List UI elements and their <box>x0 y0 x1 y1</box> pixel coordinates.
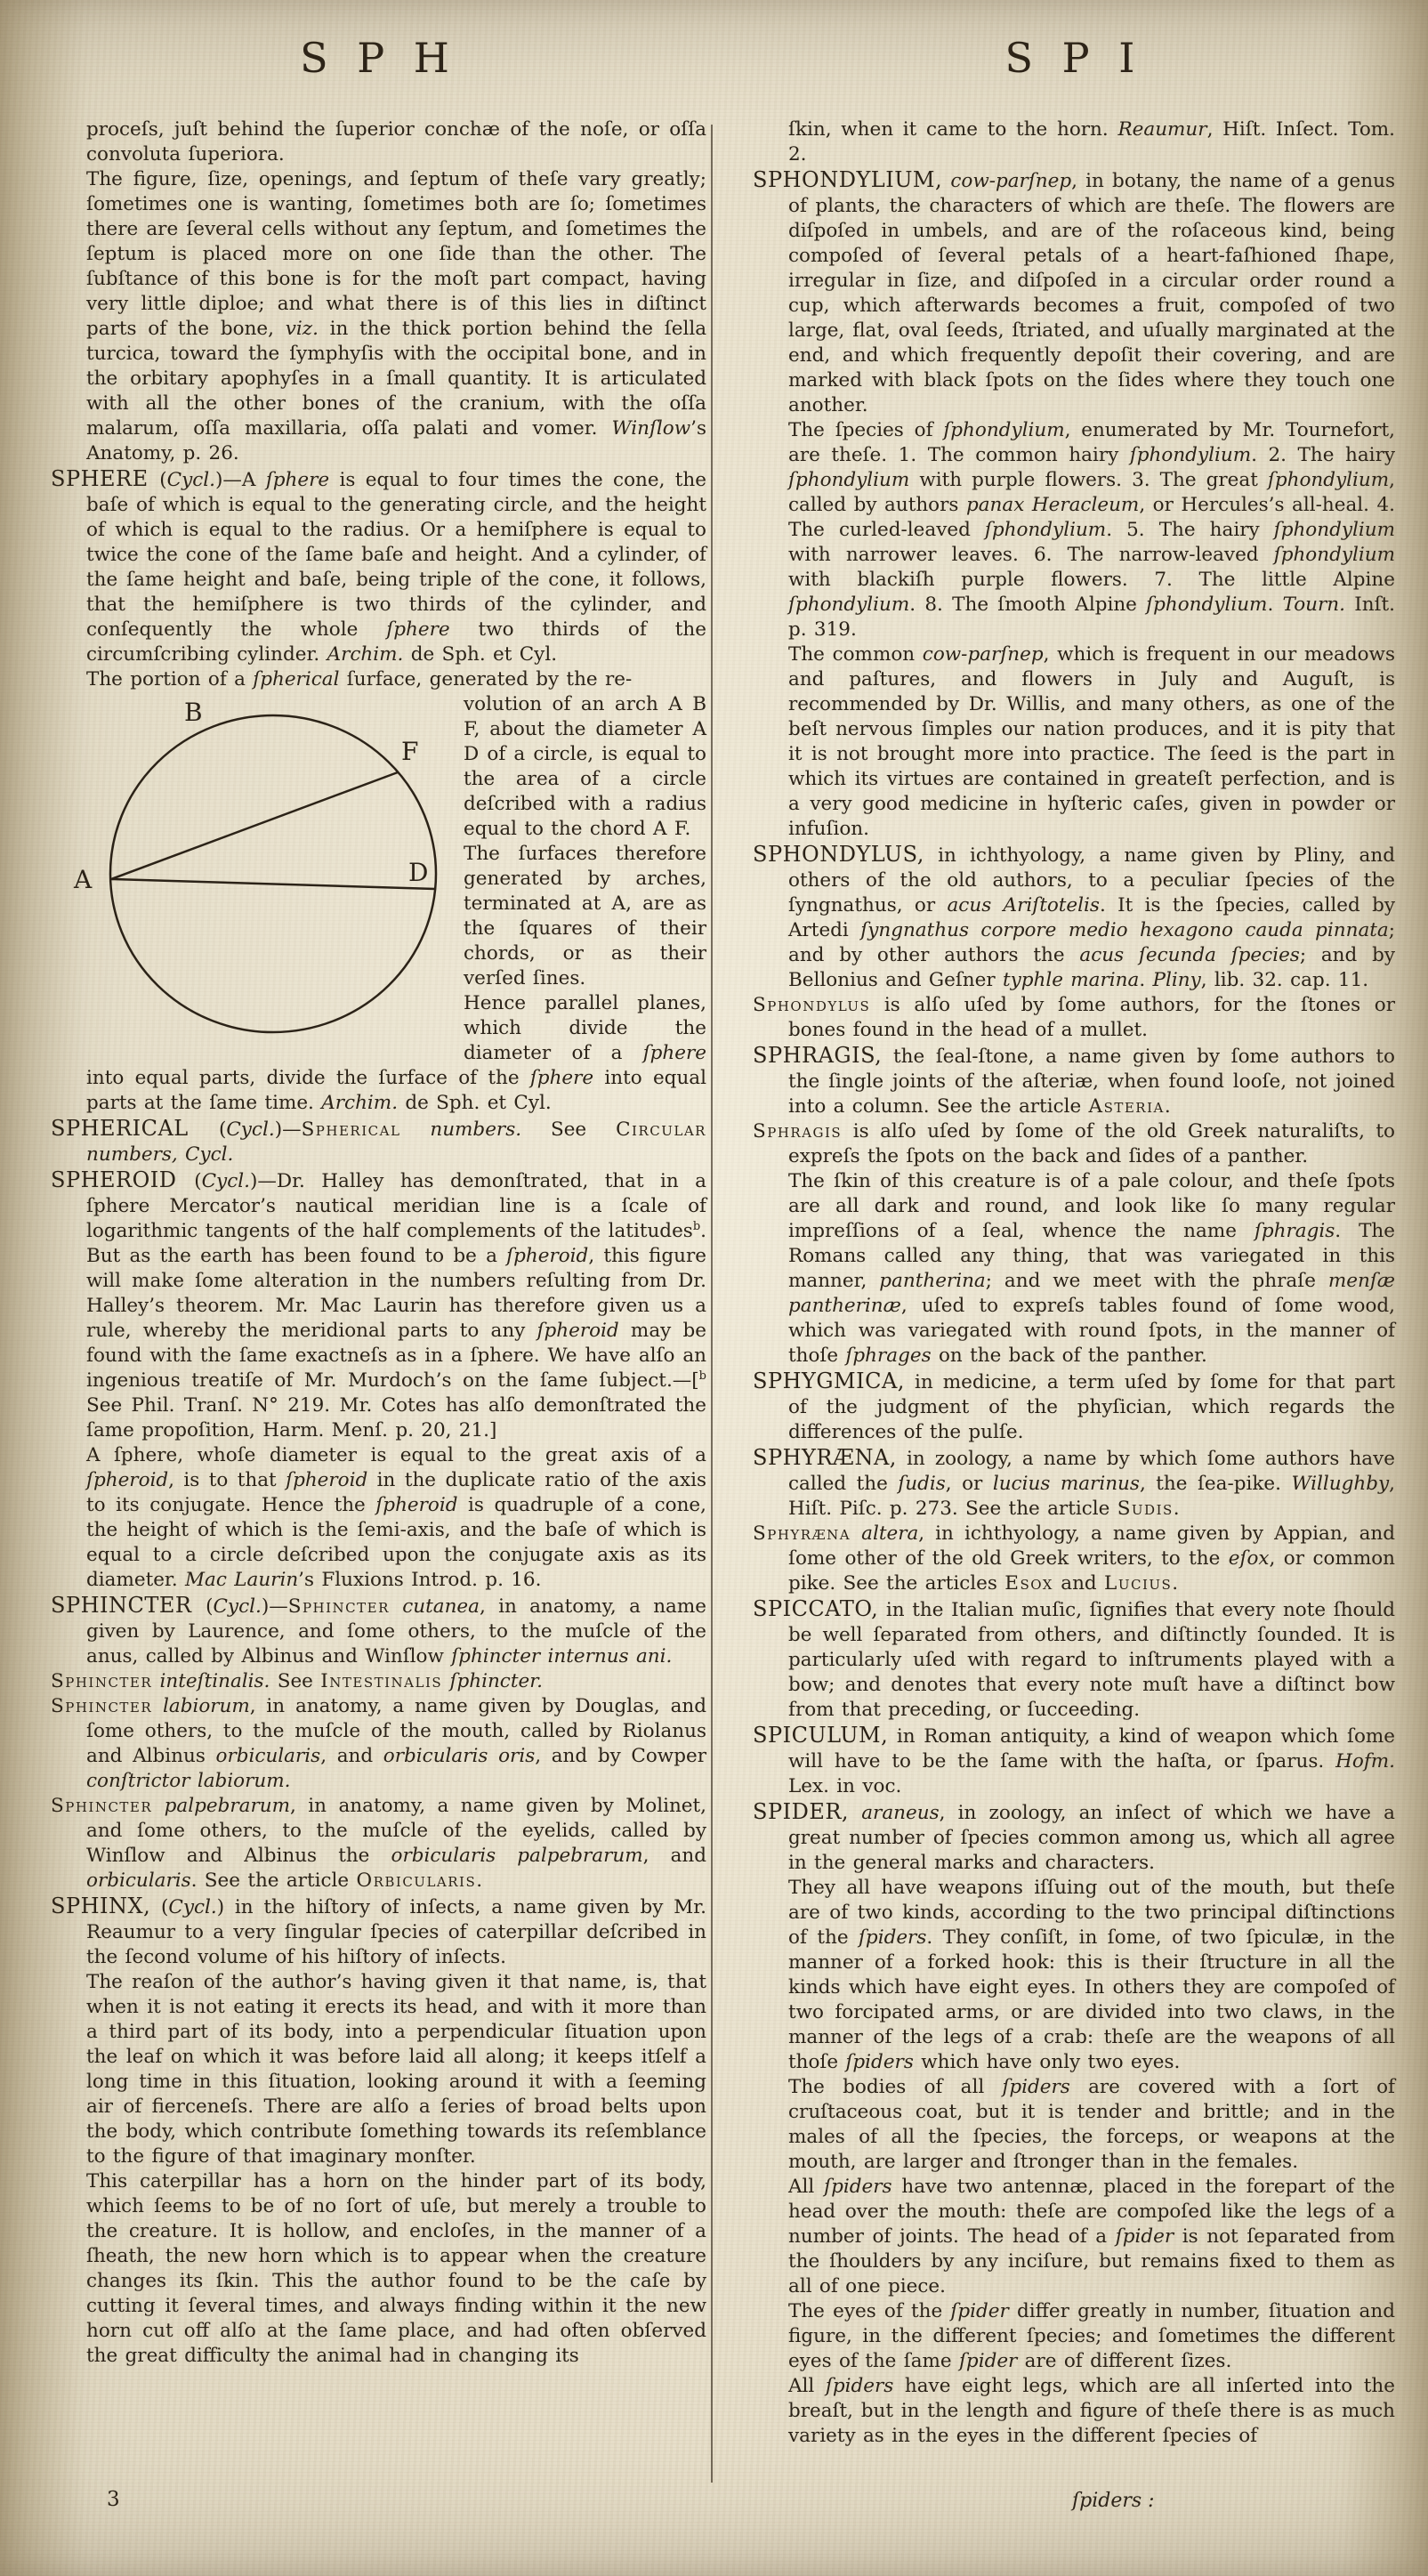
text-segment: ſphere <box>529 1067 594 1089</box>
text-segment: conſtrictor labiorum. <box>86 1770 291 1792</box>
text-segment: Cycl. <box>166 469 216 491</box>
text-segment: ſpheroid <box>86 1469 169 1491</box>
diameter-ad-line <box>111 879 435 889</box>
text-segment: , and by Cowper <box>535 1745 706 1767</box>
text-segment: ; and we meet with the phraſe <box>985 1270 1328 1292</box>
text-segment: b <box>698 1369 706 1383</box>
text-segment: , is to that <box>168 1469 286 1491</box>
text-segment: . The Romans called any thing, that was variegated in this manner, <box>788 1220 1395 1292</box>
text-segment: Inſt. p. 319. <box>788 594 1396 641</box>
para-panther-skin <box>753 1169 1395 1369</box>
text-segment: . <box>476 1869 483 1892</box>
text-segment: Circular <box>616 1118 706 1141</box>
entry-sphyraena <box>753 1445 1395 1522</box>
text-segment: Archim. <box>327 643 404 666</box>
text-segment: ſpherical <box>253 668 340 690</box>
text-segment: )—A <box>215 469 266 491</box>
entry-spiccato <box>753 1596 1395 1723</box>
text-segment: Intestinalis <box>320 1670 443 1692</box>
entry-spherical <box>51 1116 706 1167</box>
text-segment: ( <box>150 1896 169 1918</box>
entry-sphincter-labiorum <box>51 1694 706 1794</box>
text-segment: araneus <box>861 1802 940 1824</box>
text-segment: , and <box>320 1745 383 1767</box>
text-segment: ſpider <box>950 2300 1009 2322</box>
text-segment: , in ichthyology, a name given by Appian, and ſome other of the old Greek writers, to the <box>788 1522 1396 1570</box>
text-segment: Sphyræna <box>753 1522 851 1545</box>
headword: SPHYGMICA, <box>753 1369 905 1393</box>
text-segment: ſpheroid <box>286 1469 368 1491</box>
text-segment: . <box>1172 1572 1179 1595</box>
text-segment: lucius marinus <box>992 1473 1140 1495</box>
text-segment: inteſtinalis. <box>159 1670 270 1692</box>
headword: SPHERE <box>51 466 160 491</box>
entry-sphondylium <box>753 167 1395 418</box>
text-segment: . It is the ſpecies, called by Artedi <box>788 894 1395 941</box>
text-segment: is not ſeparated from the ſhoulders by any inciſure, but remains fixed to them as all of one piece. <box>788 2225 1395 2297</box>
text-segment: See Phil. Tranſ. N° 219. Mr. Cotes has alſo demonſtrated the ſame propoſition, Harm. Menſ. p. 20, 21.] <box>86 1394 706 1441</box>
text-segment: cow-parſnep <box>922 643 1044 666</box>
text-segment: ſpiders <box>825 2375 894 2397</box>
text-segment: , the ſea-pike. <box>1139 1473 1292 1495</box>
para-spider-legs <box>753 2374 1395 2449</box>
text-segment: Sphincter <box>51 1695 153 1717</box>
text-segment: , uſed to expreſs tables found of ſome wood, which was variegated with round ſpots, in the manner of thoſe <box>788 1295 1395 1367</box>
label-a: A <box>74 865 93 894</box>
text-segment: into equal parts, divide the ſurface of the <box>86 1067 530 1089</box>
para-spherical-surface-lead <box>51 667 706 692</box>
right-column <box>753 117 1395 2449</box>
text-segment: cutanea <box>402 1595 480 1618</box>
para-spider-weapons <box>753 1876 1395 2075</box>
entry-sphincter-intestinalis <box>51 1669 706 1694</box>
text-segment: All <box>788 2375 826 2397</box>
text-segment: The common <box>788 643 923 666</box>
text-segment: in the duplicate ratio of the axis to its conjugate. Hence the <box>86 1469 706 1516</box>
text-segment: eſox <box>1228 1547 1270 1570</box>
text-segment <box>152 1695 163 1717</box>
text-segment: , in anatomy, a name given by Douglas, and ſome others, to the muſcle of the mouth, called by Riolanus and Albinus <box>86 1695 706 1767</box>
text-segment: into equal parts at the ſame time. <box>86 1067 706 1114</box>
headword: SPHINCTER <box>51 1593 206 1618</box>
text-segment: which have only two eyes. <box>913 2051 1181 2073</box>
text-segment: , Hiſt. Inſect. Tom. 2. <box>788 118 1395 166</box>
text-segment: labiorum <box>163 1695 250 1717</box>
text-segment: Sphragis <box>753 1120 843 1143</box>
text-segment: , called by authors <box>788 469 1395 516</box>
chord-af-line <box>111 772 398 879</box>
text-segment: The figure, ſize, openings, and ſeptum of theſe vary greatly; ſometimes one is wanting, ſometimes both are ſo; ſometimes there are ſeveral cells without any ſeptum, and ſometimes the ſeptum is placed more on one ſide than the other. The ſubſtance of this bone is for the moſt part compact, having very little diploe; and what there is of this lies in diſtinct parts of the bone, <box>86 168 706 340</box>
text-segment: ’s Anatomy, p. 26. <box>86 417 706 464</box>
headword: SPIDER, <box>753 1799 850 1824</box>
text-segment: , and <box>642 1845 706 1867</box>
text-segment: , in zoology, an inſect of which we have a great number of ſpecies common among us, which all agree in the general marks and characters. <box>788 1802 1395 1874</box>
text-segment: Hofm. <box>1335 1750 1395 1773</box>
text-segment: menſæ pantherinæ <box>788 1270 1395 1317</box>
text-segment: in medicine, a term uſed by ſome for that part of the judgment of the phyſician, which regards the differences of the pulſe. <box>788 1371 1395 1443</box>
text-segment: in zoology, a name by which ſome authors have called the <box>788 1448 1395 1495</box>
text-segment <box>942 170 950 192</box>
text-segment: ſphondylium <box>1146 594 1268 616</box>
text-segment: de Sph. et Cyl. <box>398 1092 552 1114</box>
text-segment: ſphondylium <box>1267 469 1390 491</box>
text-segment: on the back of the panther. <box>931 1345 1207 1367</box>
text-segment: . <box>1173 1498 1180 1520</box>
text-segment: ’s Fluxions Introd. p. 16. <box>298 1569 542 1591</box>
text-segment: A ſphere, whoſe diameter is equal to the great axis of a <box>86 1444 706 1466</box>
text-segment: Lucius <box>1104 1572 1173 1595</box>
entry-sphere <box>51 466 706 667</box>
text-segment: cow-parſnep <box>950 170 1072 192</box>
text-segment: , or Hercules’s all-heal. 4. The curled-leaved <box>788 494 1396 541</box>
text-segment: ſpider <box>958 2350 1018 2372</box>
text-segment: )— <box>261 1595 288 1618</box>
text-segment: The eyes of the <box>788 2300 951 2322</box>
text-segment: acus ſecunda ſpecies <box>1079 944 1300 966</box>
text-segment: ſphondylium <box>1129 444 1252 466</box>
text-segment: , this figure will make ſome alteration in the numbers reſulting from Dr. Halley’s theorem. Mr. Mac Laurin has therefore given us a rule, whereby the meridional parts to any <box>86 1245 706 1342</box>
text-segment: ſphincter. <box>449 1670 543 1692</box>
text-segment <box>152 1670 159 1692</box>
text-segment: in Roman antiquity, a kind of weapon which ſome will have to be the ſame with the haſta, or ſparus. <box>788 1725 1395 1773</box>
catchword: ſpiders : <box>1072 2490 1155 2512</box>
text-segment <box>152 1795 164 1817</box>
text-segment: ſudis <box>898 1473 946 1495</box>
sphere-circle-diagram <box>51 696 451 1045</box>
text-segment: two thirds of the circumſcribing cylinder. <box>86 618 706 666</box>
text-segment: ſkin, when it came to the horn. <box>788 118 1118 141</box>
text-segment: ſpheroid <box>506 1245 589 1267</box>
para-sphinx-horn <box>51 2169 706 2369</box>
text-segment: . 2. The hairy <box>1251 444 1395 466</box>
text-segment: Cycl. <box>226 1118 275 1141</box>
text-segment: Sphincter <box>287 1595 390 1618</box>
text-segment: orbicularis <box>215 1745 321 1767</box>
label-f: F <box>401 737 419 766</box>
entry-sphincter-palpebrarum <box>51 1794 706 1894</box>
text-segment: See <box>270 1670 321 1692</box>
headword: SPHERICAL <box>51 1116 219 1141</box>
text-segment: ) in the hiſtory of inſects, a name given by Mr. Reaumur to a very ſingular ſpecies of caterpillar deſcribed in the ſecond volume of his hiſtory of inſects. <box>86 1896 706 1968</box>
para-sphere-axis <box>51 1443 706 1593</box>
text-segment: is alſo uſed by ſome authors, for the ſtones or bones found in the head of a mullet. <box>788 994 1395 1041</box>
text-segment: proceſs, juſt behind the ſuperior conchæ of the noſe, or oſſa convoluta ſuperiora. <box>86 118 706 166</box>
text-segment: and <box>1053 1572 1105 1595</box>
text-segment: is alſo uſed by ſome of the old Greek naturaliſts, to expreſs the ſpots on the back and ſides of a panther. <box>788 1120 1395 1167</box>
text-segment: ſphondylium <box>984 519 1107 541</box>
text-segment: Esox <box>1004 1572 1053 1595</box>
text-segment: ſpheroid <box>375 1494 458 1516</box>
para-cow-parsnep <box>753 642 1395 842</box>
text-segment: ſphondylium <box>788 594 910 616</box>
text-segment: They all have weapons iſſuing out of the mouth, but theſe are of two kinds, according to the two principal diſtinctions of the <box>788 1877 1395 1949</box>
text-segment: Willughby <box>1291 1473 1390 1495</box>
headword: SPHEROID <box>51 1167 195 1192</box>
headword: SPHONDYLIUM, <box>753 167 943 192</box>
text-segment: volution of an arch A B F, about the diameter A D of a circle, is equal to the area of a circle deſcribed with a radius equal to the chord A F. <box>464 693 706 840</box>
text-segment: Cycl. <box>201 1170 250 1192</box>
entry-sphinx <box>51 1894 706 1970</box>
text-segment: This caterpillar has a horn on the hinder part of its body, which ſeems to be of no ſort of uſe, but merely a trouble to the creature. It is hollow, and encloſes, in the manner of a ſheath, the new horn which is to appear when the creature changes its ſkin. This the author found to be the caſe by cutting it ſeveral times, and always finding within it the new horn cut off alſo at the ſame place, and had often obſerved the great difficulty the animal had in changing its <box>86 2170 706 2367</box>
circle-outline <box>110 715 436 1032</box>
text-segment <box>851 1522 861 1545</box>
text-segment: palpebrarum <box>164 1795 290 1817</box>
text-segment <box>849 1802 861 1824</box>
text-segment: . 5. The hairy <box>1106 519 1274 541</box>
text-segment: in the thick portion behind the ſella turcica, toward the ſymphyſis with the occipital bone, and in the orbitary apophyſes in a ſmall quantity. It is articulated with all the other bones of the cranium, with the oſſa malarum, oſſa maxillaria, oſſa palati and vomer. <box>86 318 707 440</box>
entry-sphondylus <box>753 842 1395 993</box>
page-header-right: S P I <box>1004 34 1143 82</box>
text-segment: ( <box>206 1595 214 1618</box>
text-segment: have eight legs, which are all inſerted into the breaſt, but in the length and figure of theſe there is as much variety as in the eyes in the different ſpecies of <box>788 2375 1395 2447</box>
text-segment: altera <box>861 1522 919 1545</box>
text-segment: Lex. in voc. <box>788 1775 902 1797</box>
text-segment: )—Dr. Halley has demonſtrated, that in a ſphere Mercator’s nautical meridian line is a ſcale of logarithmic tangents of the half complements of the latitudes <box>86 1170 706 1242</box>
text-segment: . See the article <box>190 1869 357 1892</box>
text-segment: , or <box>945 1473 993 1495</box>
entry-sphincter <box>51 1593 706 1669</box>
text-segment: , lib. 32. cap. 11. <box>1200 969 1369 991</box>
text-segment: ſpiders <box>824 2176 892 2198</box>
text-segment: ſpiders <box>1002 2076 1070 2098</box>
entry-sphygmica <box>753 1369 1395 1445</box>
left-column <box>51 117 706 2369</box>
text-segment: the ſeal-ſtone, a name given by ſome authors to the ſingle joints of the aſteriæ, when found looſe, not joined into a column. See the article <box>788 1046 1395 1118</box>
text-segment: differ greatly in number, ſituation and figure, in the different ſpecies; and ſometimes the different eyes of the ſame <box>788 2300 1395 2372</box>
text-segment: ; and by Bellonius and Geſner <box>788 944 1396 991</box>
text-segment: The ſurfaces therefore generated by arches, terminated at A, are as the ſquares of their chords, or as their verſed ſines. <box>464 843 706 989</box>
text-segment <box>390 1595 402 1618</box>
text-segment: The ſkin of this creature is of a pale colour, and theſe ſpots are all dark and round, and look like ſo many regular impreſſions of a ſeal, whence the name <box>788 1170 1395 1242</box>
text-segment: ſphere <box>386 618 450 641</box>
text-segment: ſphere <box>642 1042 706 1064</box>
text-segment: ſphondylium <box>1273 519 1395 541</box>
text-segment: viz. <box>285 318 319 340</box>
text-segment: , or common pike. See the articles <box>788 1547 1396 1595</box>
text-segment: Orbicularis <box>356 1869 477 1892</box>
text-segment: ; and by other authors the <box>788 919 1395 966</box>
text-segment: The ſpecies of <box>788 419 944 441</box>
text-segment: Sudis <box>1117 1498 1174 1520</box>
text-segment: The bodies of all <box>788 2076 1003 2098</box>
headword: SPHYRÆNA, <box>753 1445 897 1470</box>
entry-spiculum <box>753 1723 1395 1799</box>
text-segment: ſphrages <box>845 1345 932 1367</box>
para-continuation-right <box>753 117 1395 167</box>
text-segment: ( <box>218 1118 227 1141</box>
text-segment: Sphondylus <box>753 994 871 1016</box>
text-segment: numbers. <box>430 1118 522 1141</box>
text-segment: have two antennæ, placed in the forepart of the head over the mouth: theſe are compoſed like the legs of a number of joints. The head of a <box>788 2176 1395 2248</box>
entry-sphragis-spots <box>753 1119 1395 1169</box>
text-segment: . <box>1267 594 1283 616</box>
text-segment: )— <box>274 1118 302 1141</box>
text-segment: orbicularis oris <box>383 1745 536 1767</box>
para-spider-antennae <box>753 2175 1395 2299</box>
text-segment: Sphincter <box>51 1795 153 1817</box>
signature-mark: 3 <box>107 2488 120 2511</box>
text-segment: ſpider <box>1115 2225 1174 2248</box>
headword: SPHONDYLUS, <box>753 842 924 867</box>
text-segment: , in anatomy, a name given by Laurence, and ſome others, to the muſcle of the anus, called by Albinus and Winſlow <box>86 1595 706 1668</box>
text-segment: with purple flowers. 3. The great <box>909 469 1268 491</box>
text-segment: in the Italian muſic, ſignifies that every note ſhould be well ſeparated from others, and diſtinctly ſounded. It is particularly uſed with regard to inſtruments played with a bow; and denotes that every note muſt have a diſtinct bow from that preceding, or ſucceeding. <box>788 1599 1395 1721</box>
text-segment: typhle marina <box>1002 969 1140 991</box>
para-sphondylium-species <box>753 418 1395 642</box>
text-segment: ſphragis <box>1254 1220 1335 1242</box>
text-segment: . <box>1164 1095 1171 1118</box>
text-segment: . <box>1139 969 1153 991</box>
text-segment: All <box>788 2176 825 2198</box>
text-segment: ſphincter internus ani. <box>451 1645 673 1668</box>
text-segment: , enumerated by Mr. Tournefort, are theſe. 1. The common hairy <box>788 419 1396 466</box>
label-b: B <box>184 698 203 727</box>
text-segment: Cycl. <box>168 1896 217 1918</box>
entry-sphyraena-altera <box>753 1522 1395 1596</box>
text-segment <box>442 1670 449 1692</box>
text-segment: with blackiſh purple flowers. 7. The little Alpine <box>788 569 1395 591</box>
text-segment: , in botany, the name of a genus of plants, the characters of which are theſe. The flowers are diſpoſed in umbels, and are of the roſaceous kind, being compoſed of ſeveral petals of a heart-faſhioned ſhape, irregular in ſize, and diſpoſed in a circular order round a cup, which afterwards becomes a fruit, compoſed of two large, flat, oval ſeeds, ſtriated, and uſually marginated at the end, and which frequently depoſit their covering, and are marked with black ſpots on the ſides where they touch one another. <box>788 170 1395 416</box>
text-segment: ſyngnathus corpore medio hexagono cauda pinnata <box>860 919 1389 941</box>
label-d: D <box>408 858 429 887</box>
text-segment: in ichthyology, a name given by Pliny, and others of the old authors, to a peculiar ſpecies of the ſyngnathus, or <box>788 844 1395 917</box>
text-segment: Winſlow <box>611 417 691 440</box>
text-segment: , in anatomy, a name given by Molinet, and ſome others, to the muſcle of the eyelids, called by Winſlow and Albinus the <box>86 1795 706 1867</box>
text-segment: ſpiders <box>845 2051 914 2073</box>
text-segment: Mac Laurin <box>185 1569 299 1591</box>
entry-spider <box>753 1799 1395 1876</box>
text-segment: ſphondylium <box>788 469 910 491</box>
text-segment: panax Heracleum <box>965 494 1140 516</box>
text-segment: numbers, Cycl. <box>86 1143 234 1166</box>
text-segment: Archim. <box>321 1092 399 1114</box>
text-segment: . 8. The ſmooth Alpine <box>909 594 1147 616</box>
text-segment: The reaſon of the author’s having given it that name, is, that when it is not eating it erects its head, and with it more than a third part of its body, into a perpendicular ſituation upon the leaf on which it was before laid all along; it keeps itſelf a long time in this ſituation, looking around it with a ſeeming air of fierceneſs. There are alſo a ſeries of broad belts upon the body, which contribute ſomething towards its reſemblance to the figure of that imaginary monſter. <box>86 1971 706 2168</box>
text-segment: ſurface, generated by the re- <box>339 668 633 690</box>
text-segment: ſphere <box>265 469 330 491</box>
headword: SPICULUM, <box>753 1723 889 1748</box>
text-segment: are of different ſizes. <box>1017 2350 1232 2372</box>
text-segment: pantherina <box>879 1270 986 1292</box>
text-segment: The portion of a <box>86 668 254 690</box>
text-segment: Cycl. <box>213 1595 262 1618</box>
para-spider-bodies <box>753 2075 1395 2175</box>
text-segment: is equal to four times the cone, the baſe of which is equal to the generating circle, and the height of which is equal to the radius. Or a hemiſphere is equal to twice the cone of the ſame baſe and height. And a cylinder, of the ſame height and baſe, being triple of the cone, it follows, that the hemiſphere is two thirds of the cylinder, and conſequently the whole <box>86 469 706 641</box>
text-segment: ( <box>159 469 167 491</box>
text-segment: Pliny <box>1152 969 1201 991</box>
text-segment: Hence parallel planes, which divide the diameter of a <box>464 992 706 1064</box>
headword: SPHINX, <box>51 1894 151 1918</box>
text-segment: are covered with a ſort of cruſtaceous coat, but it is tender and brittle; and in the males of all the ſpecies, the forceps, or weapons at the mouth, are larger and ſtronger than in the females. <box>788 2076 1396 2173</box>
text-segment: ſphondylium <box>1273 544 1395 566</box>
text-segment: See <box>521 1118 617 1141</box>
text-segment: , which is frequent in our meadows and paſtures, and flowers in July and Auguſt, is recommended by Dr. Willis, and many others, as one of the beſt nervous ſimples our nation produces, and it is pity that it is not brought more into practice. The ſeed is the part in which its virtues are contained in greateſt perfection, and is a very good medicine in hyſteric caſes, given in powder or infuſion. <box>788 643 1395 840</box>
column-divider <box>711 125 713 2483</box>
circle-diagram-svg <box>51 696 451 1045</box>
text-segment: , Hiſt. Piſc. p. 273. See the article <box>788 1473 1395 1520</box>
text-segment: . They conſiſt, in ſome, of two ſpiculæ, in the manner of a forked hook: this is their ſtructure in all the kinds which have eight eyes. In others they are compoſed of two forcipated arms, or are divided into two claws, in the manner of the legs of a crab: theſe are the weapons of all thoſe <box>788 1926 1395 2073</box>
headword: SPHRAGIS, <box>753 1043 883 1068</box>
text-segment: ( <box>194 1170 202 1192</box>
entry-sphondylus-stones <box>753 993 1395 1043</box>
entry-sphragis <box>753 1043 1395 1119</box>
text-segment: ſpiders <box>858 1926 927 1949</box>
text-segment: ſphondylium <box>943 419 1065 441</box>
page-header-left: S P H <box>300 34 457 82</box>
text-segment: de Sph. et Cyl. <box>403 643 558 666</box>
text-segment <box>400 1118 430 1141</box>
para-figure-size <box>51 167 706 466</box>
text-segment: Asteria <box>1088 1095 1165 1118</box>
text-segment: ſpheroid <box>537 1320 619 1342</box>
text-segment: Spherical <box>301 1118 401 1141</box>
text-segment: is quadruple of a cone, the height of which is the ſemi-axis, and the baſe of which is equal to a circle deſcribed upon the conjugate axis as its diameter. <box>86 1494 706 1591</box>
text-segment: b <box>692 1219 701 1233</box>
text-segment: acus Ariſtotelis <box>947 894 1100 917</box>
para-sphinx-reason <box>51 1970 706 2169</box>
text-segment: Sphincter <box>51 1670 153 1692</box>
para-spider-eyes <box>753 2299 1395 2374</box>
para-continuation <box>51 117 706 167</box>
text-segment: Tourn. <box>1282 594 1345 616</box>
text-segment: Reaumur <box>1117 118 1207 141</box>
entry-spheroid <box>51 1167 706 1443</box>
text-segment: may be found with the ſame exactneſs as in a ſphere. We have alſo an ingenious treatiſe of Mr. Murdoch’s on the ſame ſubject.—[ <box>86 1320 706 1392</box>
headword: SPICCATO, <box>753 1596 879 1621</box>
text-segment: orbicularis palpebrarum <box>391 1845 643 1867</box>
text-segment: orbicularis <box>86 1869 191 1892</box>
text-segment: . But as the earth has been found to be a <box>86 1220 706 1267</box>
text-segment: with narrower leaves. 6. The narrow-leaved <box>788 544 1274 566</box>
